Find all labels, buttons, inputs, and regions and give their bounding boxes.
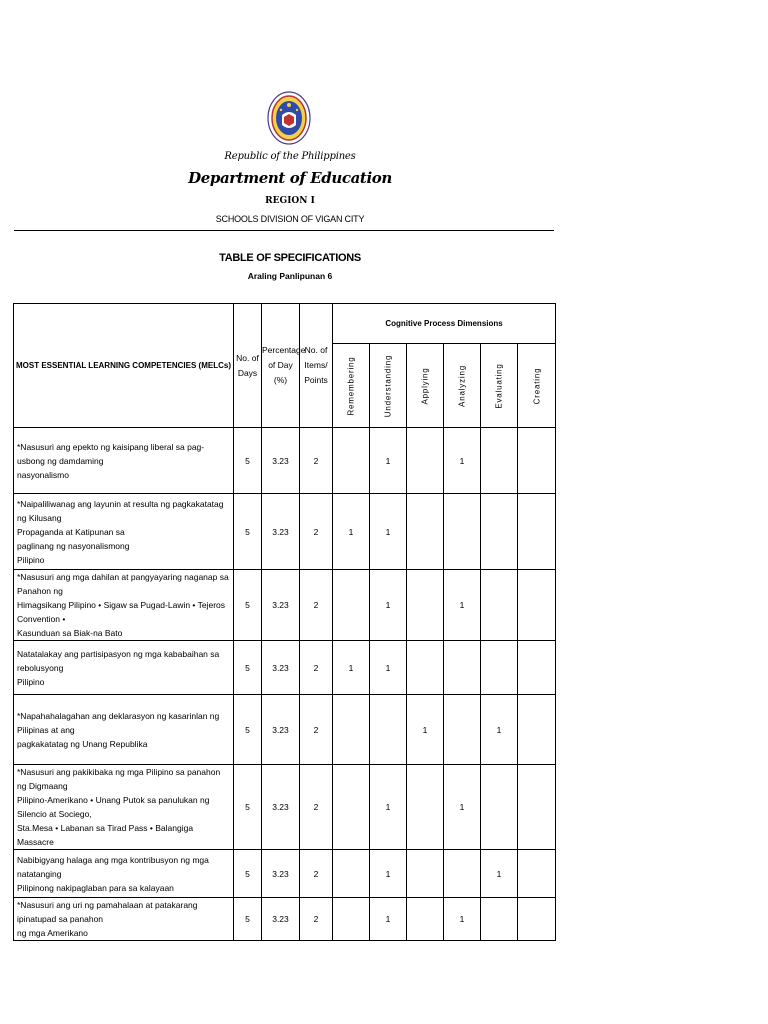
- level-count-cell: 1: [444, 898, 481, 941]
- competency-line: Pilipino: [17, 676, 45, 687]
- level-count-cell: [333, 898, 370, 941]
- level-count-cell: 1: [481, 850, 518, 898]
- deped-seal-icon: [267, 91, 311, 145]
- level-count-cell: [518, 494, 556, 570]
- competency-line: *Nasusuri ang mga dahilan at pangyayaring naganap sa Panahon ng: [17, 572, 229, 596]
- level-header: Understanding: [370, 344, 407, 428]
- table-row: [14, 850, 556, 898]
- percentage-cell: 3.23: [262, 898, 300, 941]
- items-cell: 2: [300, 641, 333, 695]
- level-count-cell: [518, 898, 556, 941]
- header-divider: [14, 230, 554, 231]
- republic-label: Republic of the Philippines: [224, 151, 356, 162]
- items-header: No. of Items/ Points: [300, 304, 333, 428]
- level-count-cell: 1: [370, 428, 407, 494]
- level-count-cell: [518, 850, 556, 898]
- days-cell: 5: [234, 765, 262, 850]
- days-cell: 5: [234, 641, 262, 695]
- level-header: Evaluating: [481, 344, 518, 428]
- days-cell: 5: [234, 494, 262, 570]
- competency-cell: [14, 695, 234, 765]
- level-count-cell: [407, 765, 444, 850]
- competency-line: Natatalakay ang partisipasyon ng mga kababaihan sa rebolusyong: [17, 648, 220, 673]
- level-header: Remembering: [333, 344, 370, 428]
- level-count-cell: [407, 494, 444, 570]
- level-count-cell: 1: [370, 494, 407, 570]
- level-count-cell: [370, 695, 407, 765]
- level-count-cell: [407, 641, 444, 695]
- percentage-cell: 3.23: [262, 428, 300, 494]
- region-label: REGION I: [265, 196, 315, 206]
- level-count-cell: 1: [370, 570, 407, 641]
- competency-line: Pilipinong nakipaglaban para sa kalayaan: [17, 882, 174, 893]
- competency-cell: [14, 570, 234, 641]
- competency-line: paglinang ng nasyonalismong: [17, 540, 130, 551]
- level-count-cell: [518, 641, 556, 695]
- percentage-header: Percentage of Day (%): [262, 304, 300, 428]
- level-count-cell: [518, 765, 556, 850]
- level-count-cell: [444, 695, 481, 765]
- competency-cell: [14, 494, 234, 570]
- days-cell: 5: [234, 695, 262, 765]
- competency-cell: [14, 850, 234, 898]
- level-count-cell: [407, 428, 444, 494]
- level-count-cell: 1: [444, 570, 481, 641]
- items-cell: 2: [300, 695, 333, 765]
- percentage-cell: 3.23: [262, 641, 300, 695]
- level-count-cell: [481, 898, 518, 941]
- competency-line: *Nasusuri ang uri ng pamahalaan at patakarang ipinatupad sa panahon: [17, 900, 198, 924]
- level-count-cell: 1: [370, 641, 407, 695]
- percentage-cell: 3.23: [262, 850, 300, 898]
- competency-line: *Nasusuri ang pakikibaka ng mga Pilipino sa panahon ng Digmaang: [17, 767, 221, 791]
- level-count-cell: [333, 850, 370, 898]
- level-header: Applying: [407, 344, 444, 428]
- level-count-cell: [407, 570, 444, 641]
- percentage-cell: 3.23: [262, 494, 300, 570]
- level-count-cell: [481, 570, 518, 641]
- level-count-cell: [333, 695, 370, 765]
- days-cell: 5: [234, 570, 262, 641]
- days-header: No. of Days: [234, 304, 262, 428]
- competency-line: Pilipino: [17, 554, 45, 565]
- days-cell: 5: [234, 898, 262, 941]
- days-cell: 5: [234, 428, 262, 494]
- level-count-cell: 1: [407, 695, 444, 765]
- level-count-cell: [333, 428, 370, 494]
- level-count-cell: [518, 695, 556, 765]
- table-row: [14, 695, 556, 765]
- competency-line: *Napahahalagahan ang deklarasyon ng kasarinlan ng Pilipinas at ang: [17, 710, 220, 735]
- level-count-cell: [444, 850, 481, 898]
- level-header: Analyzing: [444, 344, 481, 428]
- competency-line: Nabibigyang halaga ang mga kontribusyon ng mga natatanging: [17, 854, 209, 879]
- level-count-cell: 1: [444, 428, 481, 494]
- level-count-cell: [481, 641, 518, 695]
- table-row: [14, 428, 556, 494]
- items-cell: 2: [300, 494, 333, 570]
- level-count-cell: [518, 570, 556, 641]
- level-count-cell: [518, 428, 556, 494]
- percentage-cell: 3.23: [262, 570, 300, 641]
- competency-line: *Naipaliliwanag ang layunin at resulta ng pagkakatatag ng Kilusang: [17, 498, 224, 523]
- competency-line: ng mga Amerikano: [17, 928, 88, 938]
- level-count-cell: [333, 570, 370, 641]
- specifications-table: [13, 303, 556, 941]
- competency-line: *Nasusuri ang epekto ng kaisipang liberal sa pag-usbong ng damdaming: [17, 441, 205, 466]
- document-title: TABLE OF SPECIFICATIONS: [219, 252, 361, 264]
- level-count-cell: 1: [333, 641, 370, 695]
- level-count-cell: 1: [333, 494, 370, 570]
- competency-line: nasyonalismo: [17, 469, 69, 480]
- level-count-cell: [481, 765, 518, 850]
- competency-line: Pilipino-Amerikano • Unang Putok sa panulukan ng Silencio at Sociego,: [17, 795, 210, 819]
- division-label: SCHOOLS DIVISION OF VIGAN CITY: [215, 214, 365, 224]
- items-cell: 2: [300, 765, 333, 850]
- table-row: [14, 570, 556, 641]
- table-row: [14, 494, 556, 570]
- percentage-cell: 3.23: [262, 765, 300, 850]
- level-count-cell: [481, 494, 518, 570]
- items-cell: 2: [300, 428, 333, 494]
- items-cell: 2: [300, 570, 333, 641]
- competency-cell: [14, 641, 234, 695]
- competency-line: Sta.Mesa • Labanan sa Tirad Pass • Balangiga Massacre: [17, 823, 194, 847]
- items-cell: 2: [300, 898, 333, 941]
- items-cell: 2: [300, 850, 333, 898]
- melc-header: MOST ESSENTIAL LEARNING COMPETENCIES (MELCs): [14, 304, 234, 428]
- level-count-cell: [333, 765, 370, 850]
- level-count-cell: 1: [481, 695, 518, 765]
- level-header: Creating: [518, 344, 556, 428]
- department-title: Department of Education: [188, 169, 392, 187]
- level-count-cell: [407, 850, 444, 898]
- competency-cell: [14, 765, 234, 850]
- competency-line: Kasunduan sa Biak-na Bato: [17, 628, 123, 638]
- level-count-cell: [407, 898, 444, 941]
- table-row: [14, 898, 556, 941]
- table-row: [14, 641, 556, 695]
- competency-line: Himagsikang Pilipino • Sigaw sa Pugad-Lawin • Tejeros Convention •: [17, 600, 226, 624]
- level-count-cell: [444, 641, 481, 695]
- competency-line: Propaganda at Katipunan sa: [17, 526, 125, 537]
- level-count-cell: [481, 428, 518, 494]
- level-count-cell: 1: [370, 898, 407, 941]
- level-count-cell: [444, 494, 481, 570]
- level-count-cell: 1: [444, 765, 481, 850]
- level-count-cell: 1: [370, 765, 407, 850]
- table-row: [14, 765, 556, 850]
- cognitive-dimensions-header: Cognitive Process Dimensions: [333, 304, 556, 344]
- days-cell: 5: [234, 850, 262, 898]
- competency-cell: [14, 428, 234, 494]
- percentage-cell: 3.23: [262, 695, 300, 765]
- competency-cell: [14, 898, 234, 941]
- document-subject: Araling Panlipunan 6: [247, 271, 333, 281]
- level-count-cell: 1: [370, 850, 407, 898]
- competency-line: pagkakatatag ng Unang Republika: [17, 738, 148, 749]
